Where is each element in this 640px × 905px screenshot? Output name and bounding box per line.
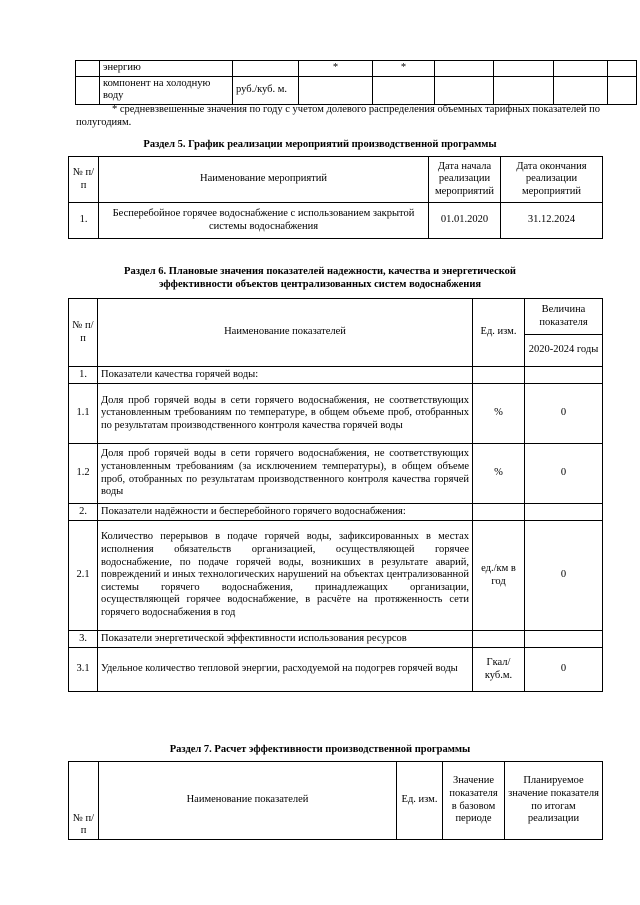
section6-title: Раздел 6. Плановые значения показателей надежности, качества и энергетической эффективности объектов централизованных систем водоснабжения [124,266,516,290]
table-header: № п/п Наименование мероприятий Дата начала реализации мероприятий Дата окончания реализации мероприятий [69,157,603,203]
table-row: 1.1 Доля проб горячей воды в сети горячего водоснабжения, не соответствующих установленным требованиям по температуре, в общем объеме проб, отобранных по результатам производственного контроля качества горячей воды % 0 [69,384,603,444]
table-row: энергию * * [76,61,637,77]
table-row: 1. Показатели качества горячей воды: [69,367,603,384]
section7-title: Раздел 7. Расчет эффективности производственной программы [169,744,471,755]
table-header: 2020-2024 годы [69,335,603,367]
table-row: 2. Показатели надёжности и бесперебойного горячего водоснабжения: [69,504,603,521]
section7-table [68,761,603,840]
table-row: 1.2 Доля проб горячей воды в сети горячего водоснабжения, не соответствующих установленным требованиям (за исключением температуры), в общем объеме проб, отобранных по результатам производственного контроля качества горячей воды % 0 [69,444,603,504]
section6-table [68,298,603,692]
component-name: энергию [100,61,233,77]
table-row [76,76,637,104]
top-table [75,60,637,105]
table-header: № п/п Наименование показателей Ед. изм. Значение показателя в базовом периоде Планируемое значение показателя по итогам реализации [69,762,603,840]
table-row: 2.1 Количество перерывов в подаче горячей воды, зафиксированных в местах исполнения обязательств организацией, осуществляющей горячее водоснабжение, по подаче горячей воды, возникших в результате аварий, повреждений и иных технологических нарушений на объектах централизованной системы горячего водоснабжения, принадлежащих организации, осуществляющей горячее водоснабжение, в расчёте на протяженность сети горячего водоснабжения в год ед./км в год 0 [69,521,603,631]
footnote: * средневзвешенные значения по году с учетом долевого распределения объемных тарифных показателей по полугодиям. [76,104,600,128]
section5-table [68,156,603,239]
table-row: 3.1 Удельное количество тепловой энергии, расходуемой на подогрев горячей воды Гкал/куб.м. 0 [69,648,603,692]
component-unit: руб./куб. м. [233,76,299,104]
section5-title: Раздел 5. График реализации мероприятий производственной программы [143,139,497,150]
table-header: № п/ п Наименование показателей Ед. изм. Величина показателя [69,299,603,335]
table-row: 3. Показатели энергетической эффективности использования ресурсов [69,631,603,648]
table-row: 1. Бесперебойное горячее водоснабжение с использованием закрытой системы водоснабжения 01.01.2020 31.12.2024 [69,203,603,239]
component-name: компонент на холодную воду [100,76,233,104]
